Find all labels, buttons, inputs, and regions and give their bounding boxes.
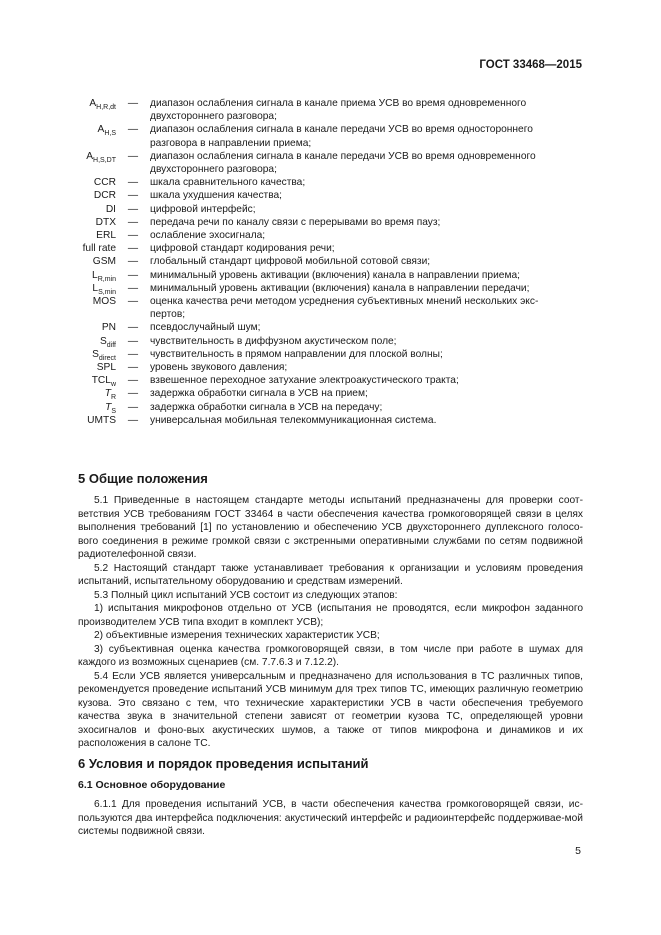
abbreviation-dash: —: [127, 230, 139, 242]
abbreviation-subscript: H,S,DT: [93, 156, 116, 164]
abbreviation-row: [62, 361, 582, 374]
abbreviation-base: ERL: [96, 230, 116, 242]
abbreviation-dash: —: [127, 269, 139, 281]
abbreviation-base: T: [104, 388, 111, 400]
abbreviation-dash: [116, 137, 150, 150]
abbreviation-subscript: diff: [106, 341, 116, 349]
abbreviation-dash: —: [127, 322, 139, 334]
abbreviation-term: [62, 216, 116, 229]
abbreviation-base: MOS: [92, 296, 116, 308]
abbreviation-base: GSM: [92, 256, 116, 268]
abbreviation-row: [62, 189, 582, 202]
abbreviation-base: DCR: [93, 190, 116, 202]
abbreviation-row: [62, 387, 582, 400]
abbreviation-description: уровень звукового давления;: [150, 362, 288, 374]
abbreviation-row: [62, 203, 582, 216]
abbreviation-description: чувствительность в прямом направлении для плоской волны;: [150, 348, 443, 360]
abbreviation-base: L: [92, 282, 99, 294]
abbreviation-term: [62, 189, 116, 202]
abbreviation-term: [62, 361, 116, 374]
abbreviation-base: S: [92, 348, 99, 360]
page-number: 5: [575, 845, 581, 857]
abbreviation-subscript: R: [110, 394, 116, 402]
abbreviation-dash: —: [127, 243, 139, 255]
abbreviation-dash: [116, 110, 150, 123]
abbreviation-description: шкала сравнительного качества;: [150, 177, 306, 189]
abbreviation-term: [62, 335, 116, 348]
paragraph: 2) объективные измерения технических характеристик УСВ;: [94, 630, 380, 641]
abbreviation-term: [62, 295, 116, 308]
abbreviation-term: [62, 137, 116, 150]
abbreviation-term: [62, 242, 116, 255]
abbreviation-term: [62, 321, 116, 334]
abbreviation-row: [62, 255, 582, 268]
abbreviation-base: DI: [105, 203, 116, 215]
abbreviation-row: [62, 282, 582, 295]
abbreviation-dash: —: [127, 362, 139, 374]
abbreviation-row: [62, 176, 582, 189]
abbreviation-base: S: [99, 335, 107, 347]
abbreviation-term: [62, 374, 116, 387]
abbreviation-subscript: direct: [98, 354, 116, 362]
abbreviation-row: [62, 295, 582, 308]
abbreviation-term: [62, 308, 116, 321]
abbreviation-description: минимальный уровень активации (включения) канала в направлении приема;: [150, 269, 520, 281]
abbreviation-row: [62, 348, 582, 361]
abbreviation-term: [62, 269, 116, 282]
abbreviation-description: шкала ухудшения качества;: [150, 190, 282, 202]
abbreviation-base: A: [89, 98, 97, 109]
abbreviation-dash: —: [127, 414, 139, 426]
abbreviation-term: [62, 110, 116, 123]
abbreviation-description: двухстороннего разговора;: [150, 164, 277, 176]
abbreviation-term: [62, 348, 116, 361]
abbreviation-row: [62, 110, 582, 123]
paragraph: 1) испытания микрофонов отдельно от УСВ (испытания не проводятся, если микрофон заданного производителем УСВ типа входит в комплект УСВ);: [78, 603, 583, 628]
abbreviation-row: [62, 150, 582, 163]
paragraph: 5.3 Полный цикл испытаний УСВ состоит из следующих этапов:: [94, 589, 398, 601]
abbreviation-row: [62, 216, 582, 229]
abbreviation-term: [62, 401, 116, 414]
abbreviation-description: задержка обработки сигнала в УСВ на передачу;: [150, 401, 383, 413]
section-5-body: [78, 494, 583, 751]
abbreviation-dash: —: [127, 282, 139, 294]
abbreviation-row: [62, 321, 582, 334]
abbreviation-description: диапазон ослабления сигнала в канале передачи УСВ во время одновременного: [150, 150, 536, 162]
abbreviation-description: задержка обработки сигнала в УСВ на прием;: [150, 388, 368, 400]
abbreviation-description: цифровой стандарт кодирования речи;: [150, 243, 335, 255]
abbreviation-description: псевдослучайный шум;: [150, 322, 261, 334]
abbreviation-subscript: H,R,dt: [96, 104, 116, 112]
abbreviation-base: SPL: [96, 362, 116, 374]
abbreviation-base: L: [92, 269, 98, 281]
paragraph: 5.2 Настоящий стандарт также устанавливает требования к организации и условиям проведения испытаний, испытательному оборудованию и средствам измерений.: [78, 562, 583, 587]
section-6-title: 6 Условия и порядок проведения испытаний: [78, 756, 369, 771]
abbreviation-row: [62, 374, 582, 387]
abbreviation-term: [62, 282, 116, 295]
abbreviation-description: чувствительность в диффузном акустическом поле;: [150, 335, 397, 347]
abbreviation-description: минимальный уровень активации (включения) канала в направлении передачи;: [150, 282, 530, 294]
abbreviation-base: A: [97, 124, 105, 136]
abbreviation-subscript: w: [110, 381, 116, 389]
abbreviation-row: [62, 269, 582, 282]
paragraph: 5.4 Если УСВ является универсальным и предназначено для использования в ТС различных типов, рекомендуется проведение испытаний УСВ минимум для трех типов ТС, имеющих различную геометрию кузова. Это связано с тем, что технические характеристики УСВ в части обеспечения требуемого качества звука в значительной степени зависят от геометрии кузова ТС, определяющей уровни эхосигналов и фоно-вых акустических шумов, а также от типов микрофона и динамиков и их расположения в салоне ТС.: [78, 670, 583, 749]
abbreviation-subscript: R,min: [97, 275, 116, 283]
abbreviation-row: [62, 163, 582, 176]
abbreviation-dash: [116, 308, 150, 321]
abbreviation-dash: —: [127, 216, 139, 228]
abbreviation-base: TCL: [91, 375, 111, 387]
abbreviation-dash: —: [127, 124, 139, 136]
abbreviation-description: глобальный стандарт цифровой мобильной сотовой связи;: [150, 256, 431, 268]
abbreviation-term: [62, 387, 116, 400]
abbreviation-dash: —: [127, 98, 139, 109]
abbreviation-row: [62, 97, 582, 110]
abbreviation-subscript: H,S: [104, 130, 116, 138]
abbreviation-base: PN: [101, 322, 116, 334]
paragraph: 3) субъективная оценка качества громкоговорящей связи, в том числе при работе в шумах для каждого из возможных сценариев (см. 7.7.6.3 и 7.12.2).: [78, 643, 583, 668]
abbreviation-row: [62, 335, 582, 348]
abbreviation-description: пертов;: [150, 309, 186, 321]
abbreviation-dash: —: [127, 256, 139, 268]
abbreviation-base: CCR: [93, 177, 116, 189]
abbreviation-dash: —: [127, 203, 139, 215]
abbreviation-dash: —: [127, 401, 139, 413]
abbreviation-row: [62, 401, 582, 414]
abbreviation-dash: —: [127, 190, 139, 202]
abbreviation-description: передача речи по каналу связи с перерывами во время пауз;: [150, 216, 441, 228]
section-5-title: 5 Общие положения: [78, 471, 208, 486]
abbreviation-base: UMTS: [87, 414, 116, 426]
abbreviation-term: [62, 163, 116, 176]
abbreviation-subscript: S: [111, 407, 116, 415]
abbreviation-base: full rate: [82, 243, 116, 255]
abbreviation-row: [62, 308, 582, 321]
abbreviation-term: [62, 229, 116, 242]
paragraph: 6.1.1 Для проведения испытаний УСВ, в части обеспечения качества громкоговорящей связи, ис-пользуются два интерфейса подключения: акустический интерфейс и радиоинтерфейс поддерживае-мой системы подвижной связи.: [78, 799, 583, 837]
abbreviation-description: цифровой интерфейс;: [150, 203, 256, 215]
abbreviation-dash: —: [127, 388, 139, 400]
abbreviation-row: [62, 414, 582, 427]
abbreviation-dash: —: [127, 296, 139, 308]
abbreviation-description: диапазон ослабления сигнала в канале приема УСВ во время одновременного: [150, 98, 527, 109]
abbreviation-term: [62, 203, 116, 216]
document-header: ГОСТ 33468—2015: [479, 59, 582, 71]
abbreviation-term: [62, 123, 116, 136]
abbreviation-description: двухстороннего разговора;: [150, 111, 277, 123]
abbreviation-description: оценка качества речи методом усреднения субъективных мнений нескольких экс-: [150, 296, 539, 308]
abbreviation-base: T: [105, 401, 112, 413]
abbreviation-row: [62, 137, 582, 150]
abbreviation-row: [62, 123, 582, 136]
abbreviation-base: A: [86, 150, 94, 162]
abbreviation-dash: —: [127, 348, 139, 360]
abbreviation-term: [62, 97, 116, 110]
abbreviation-description: универсальная мобильная телекоммуникационная система.: [150, 414, 437, 426]
abbreviation-dash: [116, 163, 150, 176]
abbreviation-dash: —: [127, 150, 139, 162]
abbreviation-description: разговора в направлении приема;: [150, 137, 312, 149]
abbreviation-row: [62, 242, 582, 255]
abbreviation-dash: —: [127, 177, 139, 189]
abbreviation-description: взвешенное переходное затухание электроакустического тракта;: [150, 375, 459, 387]
section-6-1-title: 6.1 Основное оборудование: [78, 779, 226, 791]
abbreviation-term: [62, 176, 116, 189]
abbreviation-term: [62, 150, 116, 163]
abbreviation-dash: —: [127, 335, 139, 347]
abbreviation-description: диапазон ослабления сигнала в канале передачи УСВ во время одностороннего: [150, 124, 533, 136]
abbreviation-term: [62, 414, 116, 427]
abbreviation-base: DTX: [95, 216, 116, 228]
abbreviation-term: [62, 255, 116, 268]
abbreviation-dash: —: [127, 375, 139, 387]
abbreviation-subscript: S,min: [98, 288, 116, 296]
abbreviation-description: ослабление эхосигнала;: [150, 230, 266, 242]
section-6-body: [78, 798, 583, 839]
abbreviation-list: [62, 97, 582, 427]
abbreviation-row: [62, 229, 582, 242]
paragraph: 5.1 Приведенные в настоящем стандарте методы испытаний предназначены для проверки соот-ветствия УСВ требованиям ГОСТ 33464 в части обеспечения качества громкоговорящей связи в целях выполнения требований [1] по установлению и обеспечению УСВ двухстороннего дуплексного голосо-вого соединения в режиме громкой связи с экстренными оперативными службами по сетям подвижной радиотелефонной связи.: [78, 495, 583, 560]
